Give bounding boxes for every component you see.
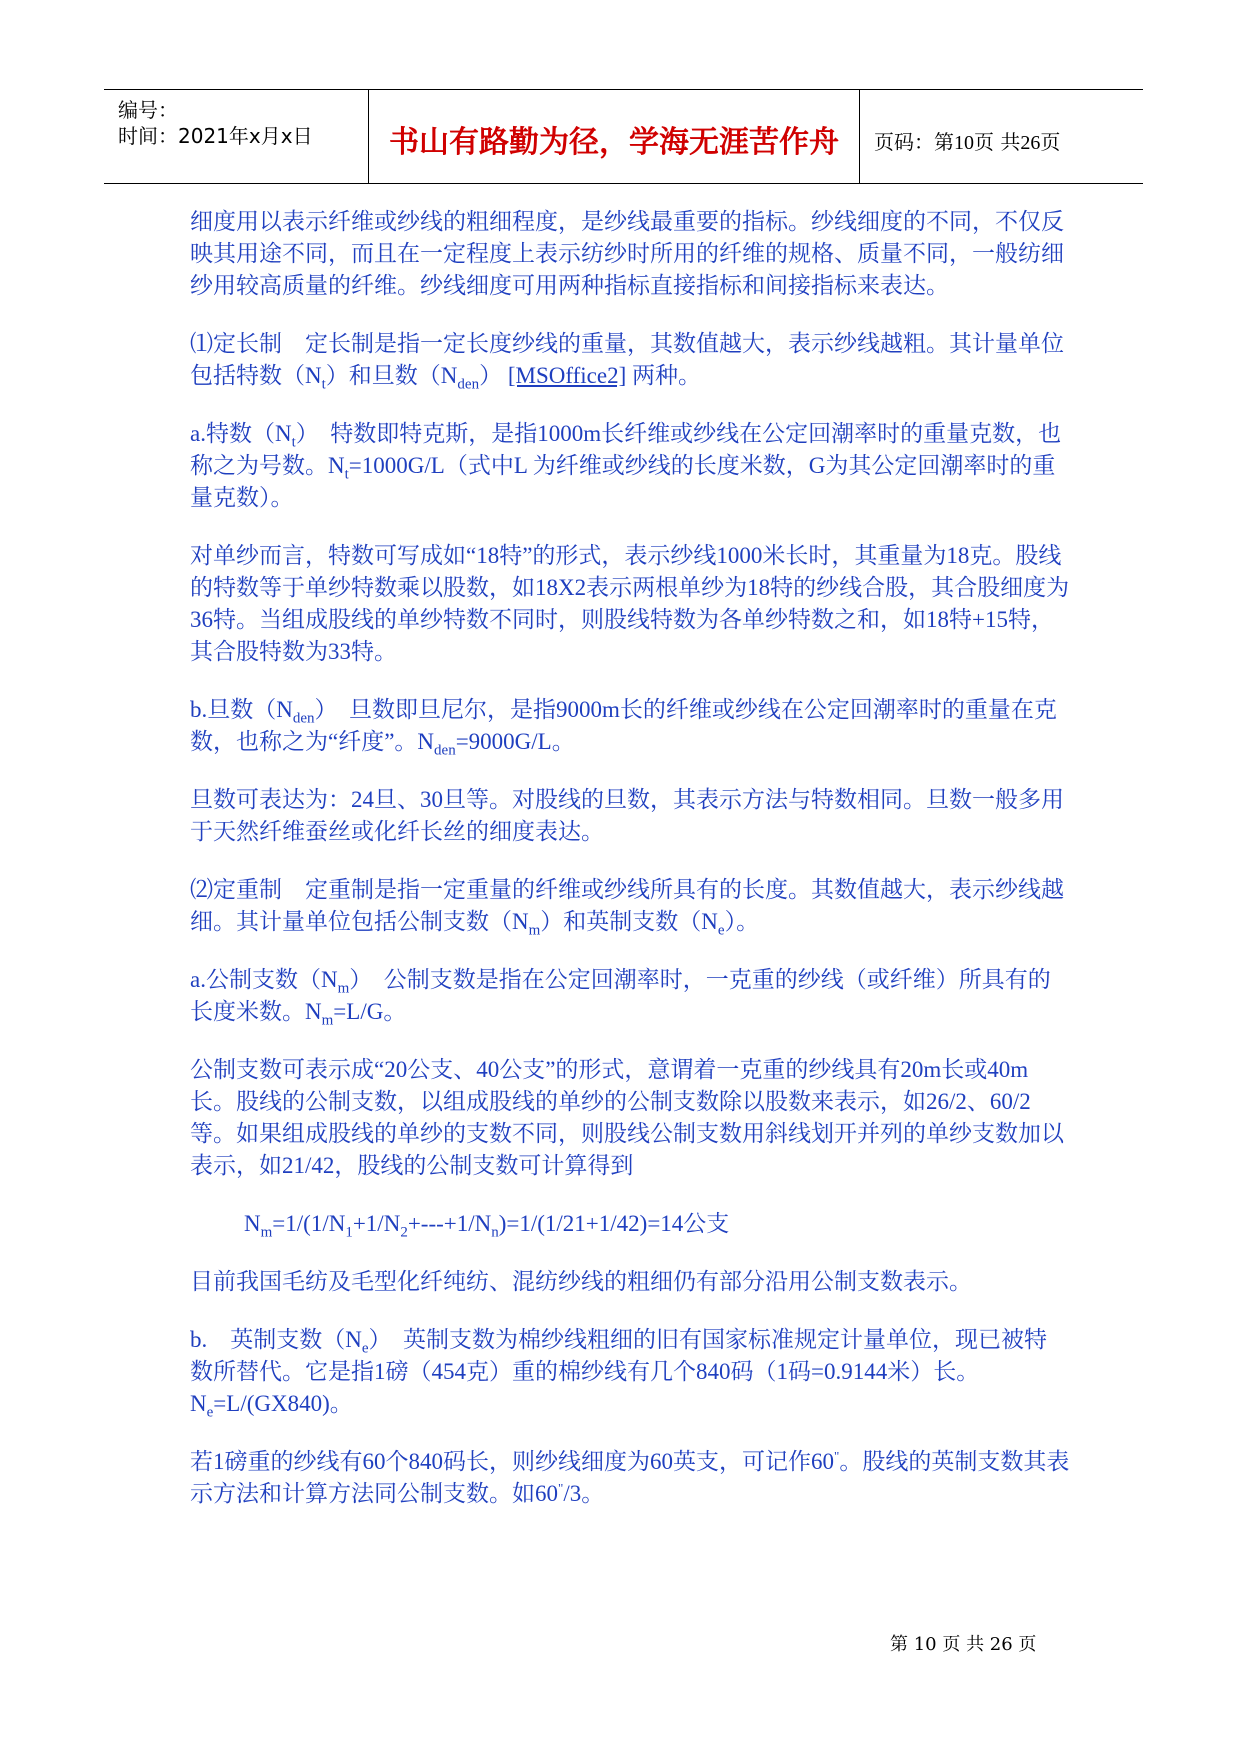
paragraph-metric-count-usage: 公制支数可表示成“20公支、40公支”的形式，意谓着一克重的纱线具有20m长或40m长。股线的公制支数，以组成股线的单纱的公制支数除以股数来表示，如26/2、60/2等。如果组成股线的单纱的支数不同，则股线公制支数用斜线划开并列的单纱支数加以表示，如21/42，股线的公制支数可计算得到: [190, 1057, 1064, 1178]
subscript: t: [321, 376, 326, 393]
formula-metric-count: [190, 1208, 1070, 1240]
text-run: =L/G。: [333, 999, 407, 1024]
motto-text: 书山有路勤为径，学海无涯苦作舟: [389, 125, 839, 160]
header-center-cell: [368, 90, 860, 183]
text-run: ⑴定长制 定长制是指一定长度纱线的重量，其数值越大，表示纱线越粗。其计量单位包括特数（N: [190, 331, 1064, 388]
text-run: ）。: [724, 909, 760, 934]
paragraph-single-yarn-tex: 对单纱而言，特数可写成如“18特”的形式，表示纱线1000米长时，其重量为18克。股线的特数等于单纱特数乘以股数，如18X2表示两根单纱为18特的纱线合股，其合股细度为36特。当组成股线的单纱特数不同时，则股线特数为各单纱特数之和，如18特+15特，其合股特数为33特。: [190, 543, 1070, 664]
superscript: ": [558, 1480, 564, 1496]
text-run: 两种。: [626, 363, 701, 388]
paragraph-tex: [190, 418, 1070, 514]
subscript: e: [361, 1340, 369, 1357]
text-run: +---+1/N: [407, 1211, 492, 1236]
text-run: ）和英制支数（N: [540, 909, 718, 934]
paragraph-metric-count-domestic: 目前我国毛纺及毛型化纤纯纺、混纺纱线的粗细仍有部分沿用公制支数表示。: [190, 1269, 972, 1294]
subscript: m: [260, 1224, 273, 1241]
text-run: =9000G/L。: [455, 729, 575, 754]
subscript: n: [491, 1224, 499, 1241]
subscript: 1: [345, 1224, 353, 1241]
subscript: den: [457, 376, 480, 393]
subscript: e: [717, 922, 725, 939]
subscript: den: [434, 742, 456, 759]
text-run: ） 特数即特克斯，是指1000m长纤维或纱线在公定回潮率时的重量克数，也称之为号数。N: [190, 421, 1062, 478]
text-run: ） 英制支数为棉纱线粗细的旧有国家标准规定计量单位，现已被特数所替代。它是指1磅（454克）重的棉纱线有几个840码（1码=0.9144米）长。N: [190, 1327, 1048, 1416]
text-run: 。股线的英制支数其表示方法和计算方法同公制支数。如60: [190, 1449, 1070, 1506]
subscript: e: [206, 1404, 214, 1421]
subscript: 2: [400, 1224, 408, 1241]
paragraph-english-count: [190, 1324, 1070, 1420]
text-run: )=1/(1/21+1/42)=14公支: [498, 1211, 730, 1236]
text-run: b.旦数（N: [190, 697, 293, 722]
text-run: ）和旦数（N: [325, 363, 458, 388]
paragraph-english-count-example: [190, 1446, 1070, 1510]
header-left-cell: [104, 90, 368, 183]
paragraph-denier: [190, 694, 1070, 758]
text-run: +1/N: [352, 1211, 401, 1236]
text-run: ⑵定重制 定重制是指一定重量的纤维或纱线所具有的长度。其数值越大，表示纱线越细。其计量单位包括公制支数（N: [190, 877, 1064, 934]
paragraph-denier-usage: 旦数可表达为：24旦、30旦等。对股线的旦数，其表示方法与特数相同。旦数一般多用于天然纤维蚕丝或化纤长丝的细度表达。: [190, 787, 1064, 844]
page-suffix: 页: [1040, 130, 1061, 154]
subscript: m: [321, 1012, 334, 1029]
page-info: [874, 126, 1060, 155]
document-body: [190, 206, 1070, 1536]
time-label: 时间：2021年x月x日: [118, 124, 313, 148]
page-footer: 第 10 页 共 26 页: [890, 1634, 1037, 1655]
subscript: m: [528, 922, 541, 939]
page-middle: 页 共: [974, 130, 1021, 154]
text-run: ）: [479, 363, 503, 388]
comment-reference-link[interactable]: [MSOffice2]: [507, 363, 627, 388]
text-run: a.公制支数（N: [190, 967, 338, 992]
text-run: /3。: [563, 1481, 605, 1506]
text-run: =1000G/L（式中L 为纤维或纱线的长度米数，G为其公定回潮率时的重量克数）。: [190, 453, 1056, 510]
text-run: ） 旦数即旦尼尔，是指9000m长的纤维或纱线在公定回潮率时的重量在克数，也称之为“纤度”。N: [190, 697, 1057, 754]
subscript: t: [344, 466, 349, 483]
subscript: den: [292, 710, 315, 727]
text-run: N: [244, 1211, 261, 1236]
paragraph-metric-count: [190, 964, 1070, 1028]
subscript: t: [291, 434, 296, 451]
text-run: =L/(GX840)。: [213, 1391, 353, 1416]
paragraph-fineness-intro: 细度用以表示纤维或纱线的粗细程度，是纱线最重要的指标。纱线细度的不同，不仅反映其用途不同，而且在一定程度上表示纺纱时所用的纤维的规格、质量不同，一般纺细纱用较高质量的纤维。纱线细度可用两种指标直接指标和间接指标来表达。: [190, 209, 1064, 298]
text-run: ） 公制支数是指在公定回潮率时，一克重的纱线（或纤维）所具有的长度米数。N: [190, 967, 1051, 1024]
superscript: ": [834, 1448, 840, 1464]
page-total: 26: [1020, 132, 1041, 154]
text-run: a.特数（N: [190, 421, 292, 446]
header-table: [104, 89, 1143, 184]
text-run: b. 英制支数（N: [190, 1327, 362, 1352]
text-run: 若1磅重的纱线有60个840码长，则纱线细度为60英支，可记作60: [190, 1449, 834, 1474]
text-run: =1/(1/N: [272, 1211, 346, 1236]
page-current: 10: [954, 132, 974, 154]
paragraph-fixed-weight: [190, 874, 1070, 938]
serial-number-label: 编号：: [118, 98, 178, 122]
header-right-cell: [860, 90, 1143, 183]
subscript: m: [337, 980, 350, 997]
page-prefix: 页码：第: [874, 130, 954, 154]
paragraph-fixed-length: [190, 328, 1070, 392]
